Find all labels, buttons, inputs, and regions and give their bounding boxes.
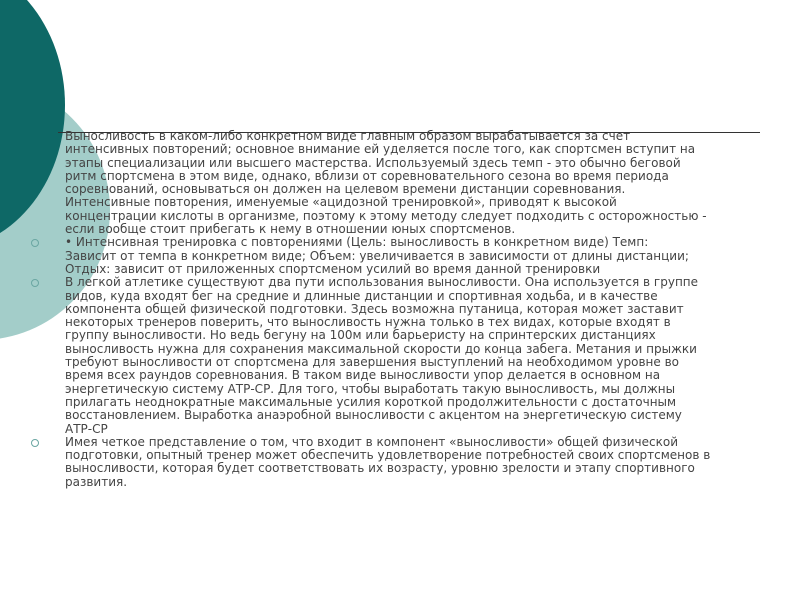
paragraph-4 — [28, 276, 768, 436]
paragraph-3 — [28, 236, 768, 276]
paragraph-1-text: Выносливость в каком-либо конкретном виде главным образом вырабатывается за счет интенсивных повторений; основное внимание ей уделяется после того, как спортсмен вступит на этапы специализации или высшего мастерства. Используемый здесь темп - это обычно беговой ритм спортсмена в этом виде, однако, вблизи от соревновательного сезона во время периода соревнований, основываться он должен на целевом времени дистанции соревнования. — [65, 129, 696, 197]
circle-bullet-icon — [31, 279, 39, 287]
paragraph-1 — [28, 130, 768, 196]
slide-body — [28, 130, 768, 489]
paragraph-5-text: Имея четкое представление о том, что входит в компонент «выносливости» общей физической подготовки, опытный тренер может обеспечить удовлетворение потребностей своих спортсменов в выносливости, которая будет соответствовать их возрасту, уровню зрелости и этапу спортивного развития. — [65, 434, 711, 489]
paragraph-5 — [28, 436, 768, 489]
paragraph-4-text: В легкой атлетике существуют два пути использования выносливости. Она используется в группе видов, куда входят бег на средние и длинные дистанции и спортивная ходьба, и в качестве компонента общей физической подготовки. Здесь возможна путаница, которая может заставит некоторых тренеров поверить, что выносливость нужна только в тех видах, которые входят в группу выносливости. Но ведь бегуну на 100м или барьеристу на спринтерских дистанциях выносливость нужна для сохранения максимальной скорости до конца забега. Метания и прыжки требуют выносливости от спортсмена для завершения выступлений на необходимом уровне во время всех раундов соревнования. В таком виде выносливости упор делается в основном на энергетическую систему АТР-СР. Для того, чтобы выработать такую выносливость, мы должны прилагать неоднократные максимальные усилия короткой продолжительности с достаточным восстановлением. Выработка анаэробной выносливости с акцентом на энергетическую систему АТР-СР — [65, 275, 699, 436]
circle-bullet-icon — [31, 239, 39, 247]
paragraph-3-text: • Интенсивная тренировка с повторениями (Цель: выносливость в конкретном виде) Темп: Зависит от темпа в конкретном виде; Объем: увеличивается в зависимости от длины дистанции; Отдых: зависит от приложенных спортсменом усилий во время данной тренировки — [65, 235, 689, 276]
circle-bullet-icon — [31, 439, 39, 447]
paragraph-2 — [28, 196, 768, 236]
paragraph-2-text: Интенсивные повторения, именуемые «ацидозной тренировкой», приводят к высокой концентрации кислоты в организме, поэтому к этому методу следует подходить с осторожностью - если вообще стоит прибегать к нему в отношении юных спортсменов. — [65, 195, 707, 237]
